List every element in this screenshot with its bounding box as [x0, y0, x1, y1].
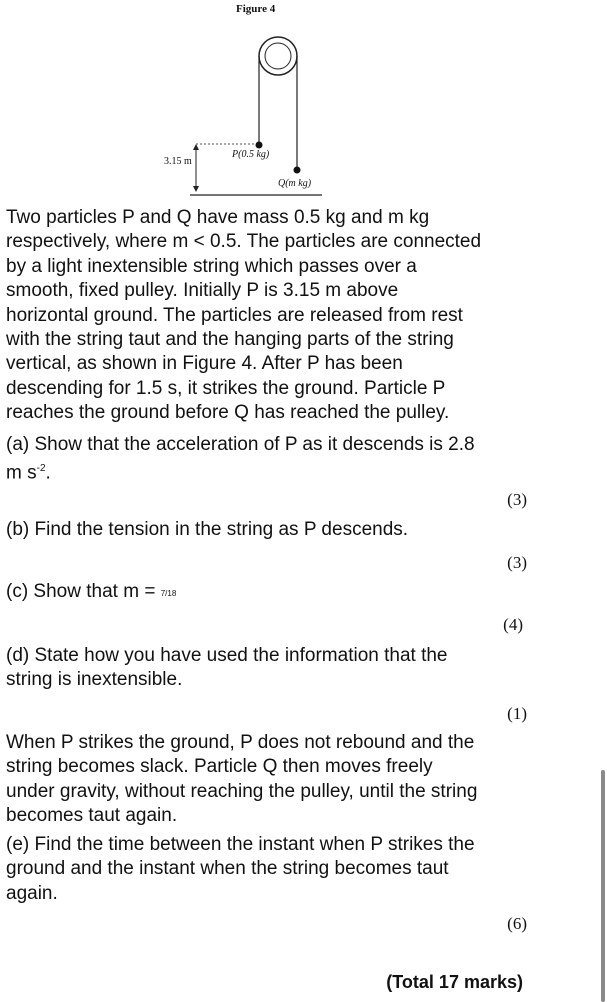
height-arrow-up: [193, 144, 199, 150]
question-c-text: (c) Show that m =: [6, 581, 156, 602]
total-marks: (Total 17 marks): [386, 972, 523, 992]
question-e-line: ground and the instant when the string becomes taut: [6, 858, 449, 880]
intro-line: by a light inextensible string which passes over a: [6, 255, 417, 277]
pulley-diagram: [150, 0, 350, 200]
intro-line: reaches the ground before Q has reached the pulley.: [6, 402, 450, 424]
figure-4: [150, 0, 350, 200]
figure-title: Figure 4: [236, 3, 276, 15]
height-label: 3.15 m: [164, 156, 192, 167]
particle-p: [256, 142, 263, 149]
second-paragraph: [6, 731, 546, 829]
mark-d: (1): [507, 704, 527, 723]
intro-line: descending for 1.5 s, it strikes the ground. Particle P: [6, 377, 446, 399]
intro-line: smooth, fixed pulley. Initially P is 3.15 m above: [6, 280, 399, 302]
mark-b: (3): [507, 553, 527, 572]
intro-line: horizontal ground. The particles are released from rest: [6, 304, 463, 326]
paragraph-line: becomes taut again.: [6, 805, 178, 827]
intro-paragraph: [6, 206, 546, 426]
paragraph-line: When P strikes the ground, P does not rebound and the: [6, 732, 475, 753]
question-a: [6, 433, 546, 486]
mark-a: (3): [507, 490, 527, 509]
question-d-line: (d) State how you have used the information that the: [6, 645, 448, 666]
mark-c: (4): [503, 615, 523, 634]
intro-line: Two particles P and Q have mass 0.5 kg and m kg: [6, 207, 430, 228]
question-e-line: again.: [6, 882, 58, 904]
pulley-inner: [265, 43, 291, 69]
units-exponent: -2: [36, 463, 46, 475]
question-e: [6, 833, 546, 906]
intro-line: with the string taut and the hanging parts of the string: [6, 329, 454, 351]
question-a-units: m $s^{-2}$.: [6, 462, 51, 484]
paragraph-line: under gravity, without reaching the pulley, until the string: [6, 780, 478, 802]
q-label: Q(m kg): [278, 178, 312, 189]
intro-line: vertical, as shown in Figure 4. After P has been: [6, 353, 403, 375]
question-e-line: (e) Find the time between the instant when P strikes the: [6, 834, 475, 855]
fraction-7-18: 7/18: [160, 589, 177, 598]
paragraph-line: string becomes slack. Particle Q then moves freely: [6, 756, 433, 778]
question-d: [6, 644, 546, 693]
question-b: [6, 518, 546, 542]
mark-e: (6): [507, 914, 527, 933]
question-c: [6, 580, 546, 606]
units-text: m s: [6, 462, 37, 484]
p-label: P(0.5 kg): [232, 149, 270, 160]
particle-q: [294, 167, 301, 174]
question-d-line: string is inextensible.: [6, 669, 183, 691]
question-b-text: (b) Find the tension in the string as P descends.: [6, 519, 409, 540]
intro-line: respectively, where m < 0.5. The particles are connected: [6, 231, 482, 253]
scrollbar[interactable]: [601, 770, 605, 1002]
height-arrow-down: [193, 186, 199, 192]
question-a-text: (a) Show that the acceleration of P as it descends is 2.8: [6, 434, 475, 455]
